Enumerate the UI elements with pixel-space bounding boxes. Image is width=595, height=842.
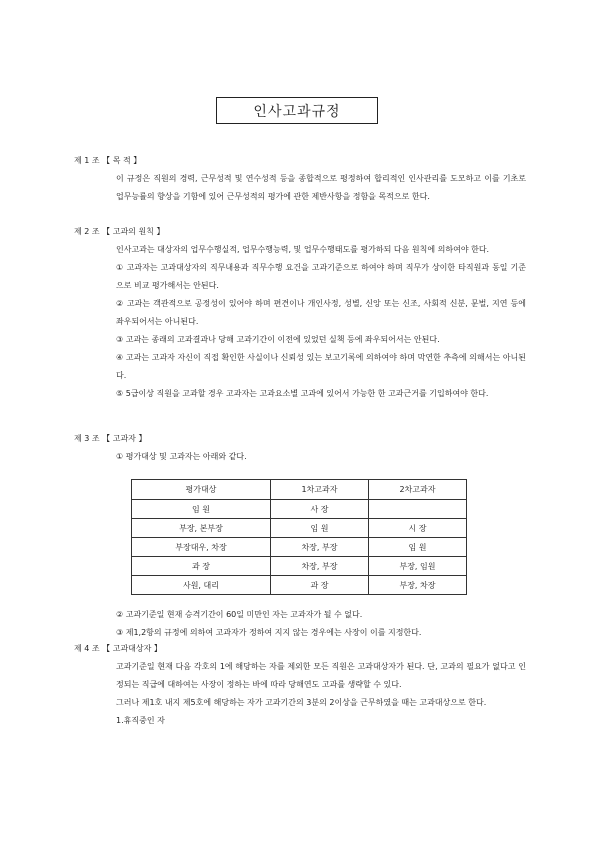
- table-header: 2차고과자: [368, 480, 466, 500]
- table-header: 평가대상: [132, 480, 271, 500]
- table-row: [132, 519, 467, 538]
- paragraph: ② 고과는 객관적으로 공정성이 있어야 하며 편견이나 개인사정, 성별, 신앙 또는 신조, 사회적 신분, 문벌, 지연 등에 좌우되어서는 아니된다.: [116, 299, 526, 326]
- table-row: [132, 557, 467, 576]
- appraiser-table: [131, 479, 467, 595]
- paragraph: 이 규정은 직원의 경력, 근무성적 및 연수성적 등을 종합적으로 평정하여 합리적인 인사관리를 도모하고 이를 기초로 업무능률의 향상을 기함에 있어 근무성적의 평가에 관한 제반사항을 정함을 목적으로 한다.: [116, 174, 526, 201]
- table-cell: 과 장: [132, 557, 271, 576]
- article-1-heading: [74, 152, 141, 170]
- article-2-body: [116, 241, 526, 403]
- table-header-row: [132, 480, 467, 500]
- article-3-heading: [74, 430, 146, 448]
- table-cell: 부장, 차장: [368, 576, 466, 595]
- table-cell: 부장, 임원: [368, 557, 466, 576]
- table-cell: 차장, 부장: [270, 557, 368, 576]
- article-4-body: [116, 658, 526, 730]
- paragraph: ③ 고과는 종래의 고과결과나 당해 고과기간이 이전에 있었던 실책 등에 좌우되어서는 안된다.: [116, 335, 440, 344]
- table-cell: 임 원: [270, 519, 368, 538]
- table-row: [132, 500, 467, 519]
- table-cell: [368, 500, 466, 519]
- paragraph: 인사고과는 대상자의 업무수행실적, 업무수행능력, 및 업무수행태도를 평가하되 다음 원칙에 의하여야 한다.: [116, 245, 490, 254]
- article-heading: 제 1 조 【 목 적 】: [74, 156, 142, 165]
- article-heading: 제 4 조 【 고과대상자 】: [74, 644, 162, 653]
- article-4-heading: [74, 640, 162, 658]
- table-cell: 임 원: [132, 500, 271, 519]
- paragraph: ⑤ 5급이상 직원을 고과할 경우 고과자는 고과요소별 고과에 있어서 가능한 한 고과근거를 기입하여야 한다.: [116, 389, 489, 398]
- table-cell: 시 장: [368, 519, 466, 538]
- article-2-heading: [74, 223, 164, 241]
- paragraph: 그러나 제1호 내지 제5호에 해당하는 자가 고과기간의 3분의 2이상을 근무하였을 때는 고과대상으로 한다.: [116, 698, 487, 707]
- article-3-body: [116, 448, 526, 466]
- table-cell: 부장대우, 차장: [132, 538, 271, 557]
- article-heading: 제 2 조 【 고과의 원칙 】: [74, 227, 165, 236]
- paragraph: ③ 제1,2항의 규정에 의하여 고과자가 정하여 지지 않는 경우에는 사장이 이를 지정한다.: [116, 628, 422, 637]
- table-row: [132, 538, 467, 557]
- paragraph: 1.휴직중인 자: [116, 716, 165, 725]
- table-row: [132, 576, 467, 595]
- paragraph: 고과기준일 현재 다음 각호의 1에 해당하는 자를 제외한 모든 직원은 고과대상자가 된다. 단, 고과의 필요가 없다고 인정되는 직급에 대하여는 사장이 정하는 바에 따라 당해연도 고과를 생략할 수 있다.: [116, 662, 526, 689]
- table-header: 1차고과자: [270, 480, 368, 500]
- paragraph: ① 평가대상 및 고과자는 아래와 같다.: [116, 452, 247, 461]
- paragraph: ② 고과기준일 현재 승격기간이 60일 미만인 자는 고과자가 될 수 없다.: [116, 610, 363, 619]
- table-cell: 사원, 대리: [132, 576, 271, 595]
- article-3-after-table: [116, 606, 526, 642]
- article-heading: 제 3 조 【 고과자 】: [74, 434, 147, 443]
- paragraph: ① 고과자는 고과대상자의 직무내용과 직무수행 요건을 고과기준으로 하여야 하며 직무가 상이한 타직원과 동일 기준으로 비교 평가해서는 안된다.: [116, 263, 526, 290]
- paragraph: ④ 고과는 고과자 자신이 직접 확인한 사실이나 신뢰성 있는 보고기록에 의하여야 하며 막연한 추측에 의해서는 아니된다.: [116, 353, 526, 380]
- article-1-body: [116, 170, 526, 206]
- table-cell: 임 원: [368, 538, 466, 557]
- table-cell: 부장, 본부장: [132, 519, 271, 538]
- document-title: 인사고과규정: [216, 97, 378, 124]
- table-cell: 사 장: [270, 500, 368, 519]
- table-cell: 과 장: [270, 576, 368, 595]
- table-cell: 차장, 부장: [270, 538, 368, 557]
